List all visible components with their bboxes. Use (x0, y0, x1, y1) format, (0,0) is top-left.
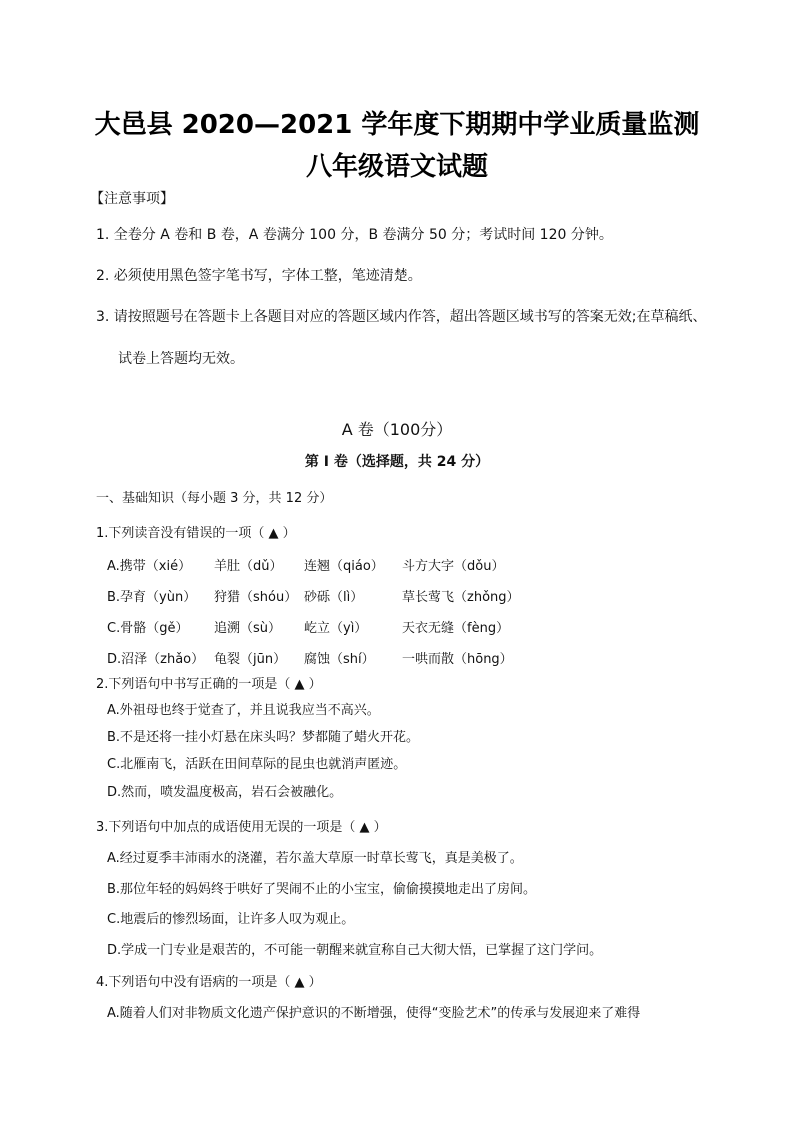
q1-option-d-word: 一哄而散（hōng） (402, 652, 513, 667)
q1-option-d-word: 腐蚀（shí） (304, 652, 375, 667)
q1-option-c-word: 追溯（sù） (214, 621, 282, 636)
section-i-title: 第 I 卷（选择题，共 24 分） (304, 454, 490, 470)
notice-heading: 【注意事项】 (90, 191, 174, 207)
notice-item: 3. 请按照题号在答题卡上各题目对应的答题区域内作答，超出答题区域书写的答案无效;在草稿纸、 (96, 309, 707, 325)
q1-option-a-word: 连翘（qiáo） (304, 559, 384, 574)
notice-item: 2. 必须使用黑色签字笔书写，字体工整，笔迹清楚。 (96, 268, 422, 284)
q3-option-a: A.经过夏季丰沛雨水的浇灌，若尔盖大草原一时草长莺飞，真是美极了。 (107, 851, 523, 866)
q1-option-b-word: 狩猎（shóu） (214, 590, 298, 605)
q3-option-b: B.那位年轻的妈妈终于哄好了哭闹不止的小宝宝，偷偷摸摸地走出了房间。 (107, 882, 537, 897)
q2-option-c: C.北雁南飞，活跃在田间草际的昆虫也就消声匿迹。 (107, 757, 407, 772)
part-heading: 一、基础知识（每小题 3 分，共 12 分） (96, 491, 333, 506)
notice-item: 试卷上答题均无效。 (118, 351, 244, 367)
q3-option-c: C.地震后的惨烈场面，让许多人叹为观止。 (107, 912, 355, 927)
q3-option-d: D.学成一门专业是艰苦的，不可能一朝醒来就宣称自己大彻大悟，已掌握了这门学问。 (107, 943, 603, 958)
q1-option-b-word: 砂砾（lì） (304, 590, 364, 605)
q4-option-a: A.随着人们对非物质文化遗产保护意识的不断增强，使得“变脸艺术”的传承与发展迎来了难得 (107, 1006, 641, 1021)
q2-option-d: D.然而，喷发温度极高，岩石会被融化。 (107, 785, 343, 800)
section-a-title: A 卷（100分） (341, 420, 453, 439)
q2-option-b: B.不是还将一挂小灯悬在床头吗？梦都随了蜡火开花。 (107, 730, 420, 745)
q1-option-c-word: 屹立（yì） (304, 621, 368, 636)
notice-item: 1. 全卷分 A 卷和 B 卷，A 卷满分 100 分，B 卷满分 50 分；考试时间 120 分钟。 (96, 227, 613, 243)
exam-subtitle: 八年级语文试题 (305, 152, 488, 182)
exam-title: 大邑县 2020—2021 学年度下期期中学业质量监测 (94, 110, 700, 140)
question-2-stem: 2.下列语句中书写正确的一项是（ ▲ ） (96, 677, 322, 692)
q1-option-d: D.沼泽（zhǎo） (107, 652, 205, 667)
q1-option-c-word: 天衣无缝（fèng） (402, 621, 510, 636)
question-4-stem: 4.下列语句中没有语病的一项是（ ▲ ） (96, 975, 322, 990)
q1-option-a-word: 羊肚（dǔ） (214, 559, 283, 574)
question-1-stem: 1.下列读音没有错误的一项（ ▲ ） (96, 526, 296, 541)
q1-option-c: C.骨骼（gě） (107, 621, 189, 636)
q1-option-d-word: 龟裂（jūn） (214, 652, 287, 667)
q2-option-a: A.外祖母也终于觉查了，并且说我应当不高兴。 (107, 703, 380, 718)
q1-option-b-word: 草长莺飞（zhǒng） (402, 590, 520, 605)
q1-option-b: B.孕育（yùn） (107, 590, 197, 605)
q1-option-a-word: 斗方大字（dǒu） (402, 559, 505, 574)
q1-option-a: A.携带（xié） (107, 559, 192, 574)
question-3-stem: 3.下列语句中加点的成语使用无误的一项是（ ▲ ） (96, 820, 387, 835)
